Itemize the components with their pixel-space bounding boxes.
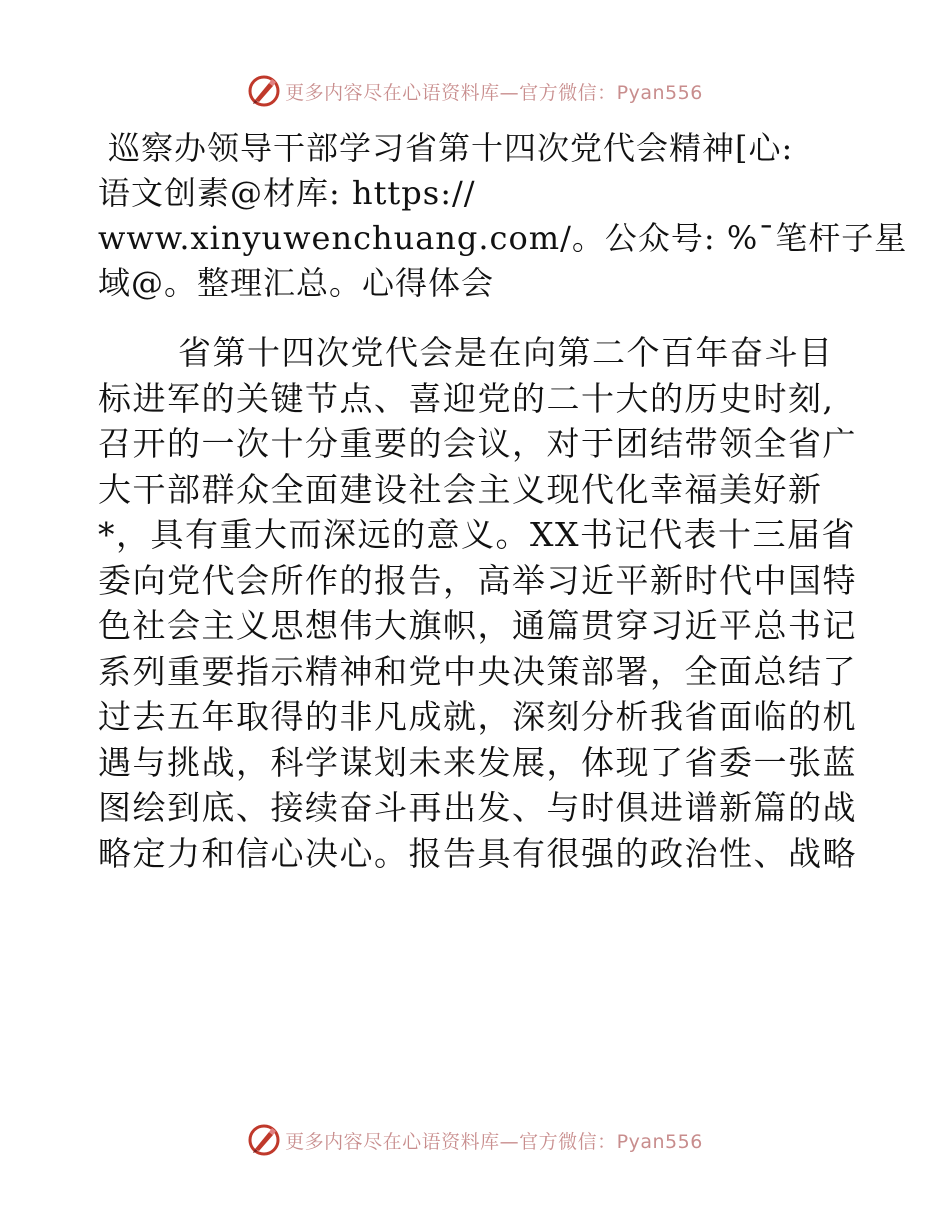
paragraph-line: 系列重要指示精神和党中央决策部署，全面总结了: [98, 651, 857, 691]
pen-circle-logo-icon: [247, 1123, 281, 1157]
title-line: 语文创素@材库: https://: [98, 174, 476, 212]
paragraph-line: 过去五年取得的非凡成就，深刻分析我省面临的机: [98, 697, 857, 736]
watermark-text: 更多内容尽在心语资料库—官方微信：Pyan556: [285, 1130, 703, 1153]
paragraph-line: 图绘到底、接续奋斗再出发、与时俱进谱新篇的战: [98, 788, 857, 827]
title-line: 域@。整理汇总。心得体会: [98, 264, 495, 302]
paragraph-line: 大干部群众全面建设社会主义现代化幸福美好新: [98, 469, 823, 509]
paragraph-line: 遇与挑战，科学谋划未来发展，体现了省委一张蓝: [98, 742, 857, 782]
watermark-text: 更多内容尽在心语资料库—官方微信：Pyan556: [285, 81, 703, 104]
paragraph-line: 委向党代会所作的报告，高举习近平新时代中国特: [98, 560, 857, 600]
footer-watermark: [0, 1120, 950, 1160]
document-body: [98, 126, 908, 876]
paragraph-line: 色社会主义思想伟大旗帜，通篇贯穿习近平总书记: [98, 606, 857, 645]
header-watermark: [0, 71, 950, 111]
title-line: 巡察办领导干部学习省第十四次党代会精神[心:: [108, 129, 794, 167]
document-title: [98, 126, 908, 306]
paragraph-line: 召开的一次十分重要的会议，对于团结带领全省广: [98, 424, 857, 463]
pen-circle-logo-icon: [247, 74, 281, 108]
paragraph-line: 标进军的关键节点、喜迎党的二十大的历史时刻,: [98, 378, 835, 418]
paragraph-line: 省第十四次党代会是在向第二个百年奋斗目: [178, 333, 834, 372]
title-line: www.xinyuwenchuang.com/。公众号: %¯笔杆子星: [98, 219, 908, 257]
body-paragraph: [98, 330, 858, 876]
paragraph-line: 略定力和信心决心。报告具有很强的政治性、战略: [98, 833, 857, 873]
paragraph-line: *，具有重大而深远的意义。XX书记代表十三届省: [98, 515, 856, 554]
